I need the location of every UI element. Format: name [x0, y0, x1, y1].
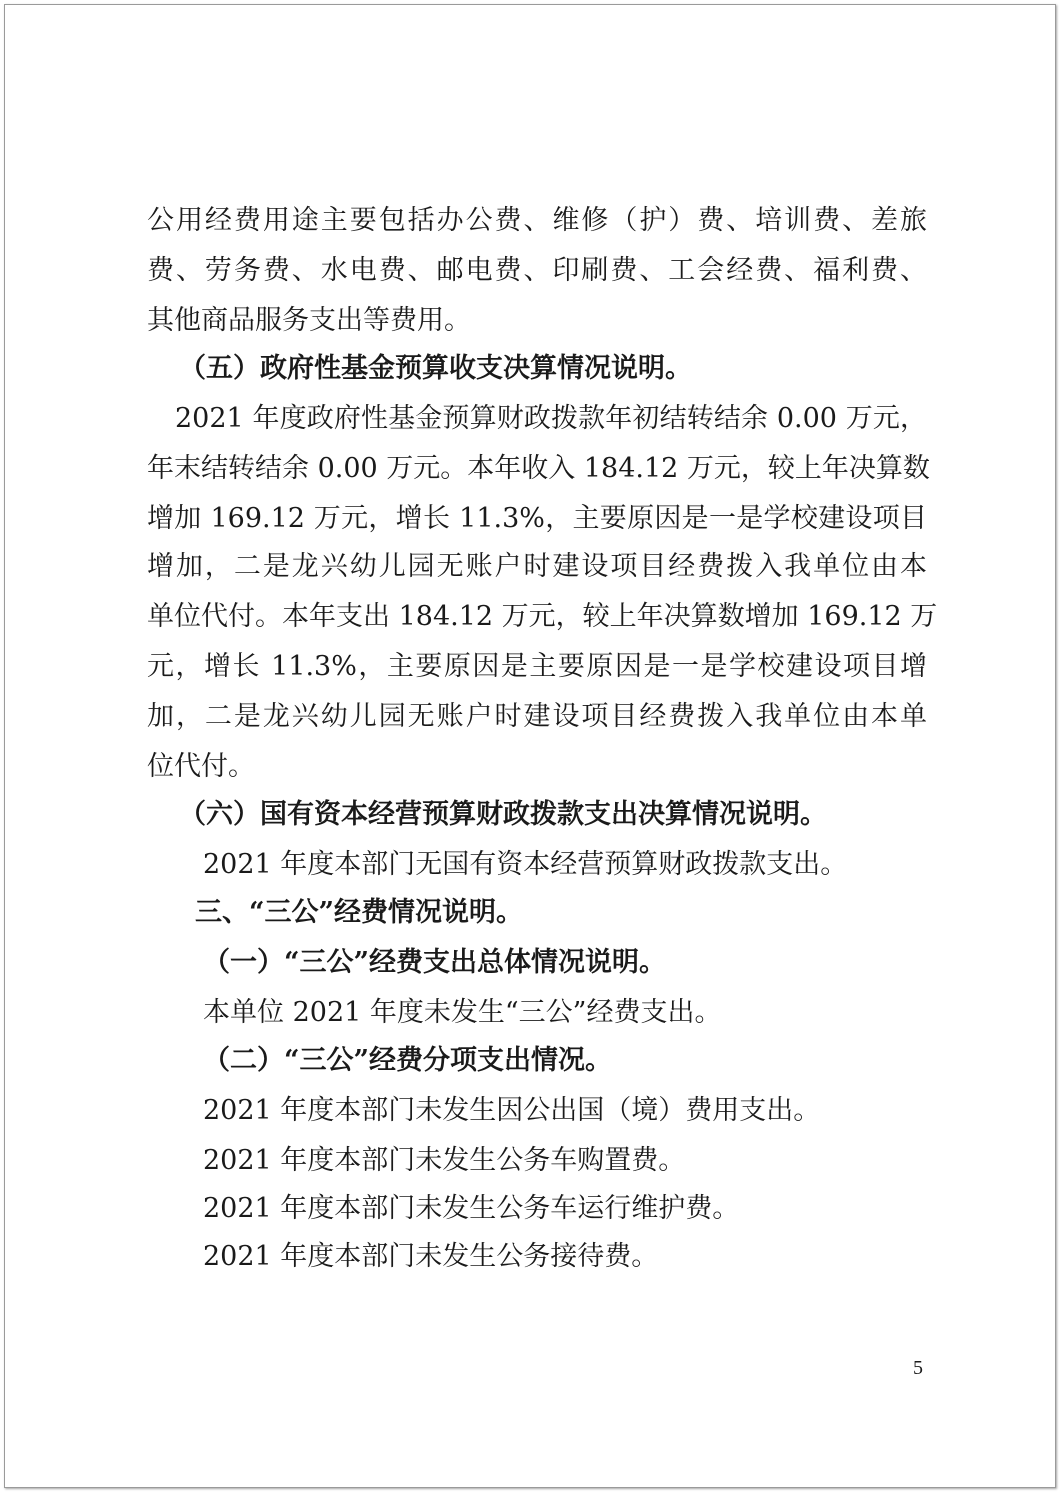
paragraph-line: 增加 169.12 万元，增长 11.3%，主要原因是一是学校建设项目 [147, 503, 927, 534]
paragraph-line: 位代付。 [147, 751, 255, 782]
paragraph-line: 其他商品服务支出等费用。 [147, 305, 471, 336]
section-heading-5: （五）政府性基金预算收支决算情况说明。 [179, 353, 692, 384]
paragraph-line: 2021 年度本部门未发生公务车购置费。 [203, 1145, 686, 1176]
paragraph-line: 年末结转结余 0.00 万元。本年收入 184.12 万元，较上年决算数 [147, 453, 930, 484]
section-heading-6: （六）国有资本经营预算财政拨款支出决算情况说明。 [179, 799, 827, 830]
paragraph-line: 加，二是龙兴幼儿园无账户时建设项目经费拨入我单位由本单 [147, 701, 927, 732]
paragraph-line: 2021 年度本部门未发生因公出国（境）费用支出。 [203, 1095, 821, 1126]
page-number: 5 [913, 1357, 923, 1379]
document-page [4, 4, 1056, 1488]
paragraph-line: 元，增长 11.3%，主要原因是主要原因是一是学校建设项目增 [147, 651, 927, 682]
paragraph-line: 增加，二是龙兴幼儿园无账户时建设项目经费拨入我单位由本 [147, 551, 927, 582]
subsection-heading-2: （二）“三公”经费分项支出情况。 [203, 1045, 613, 1076]
paragraph-line: 2021 年度政府性基金预算财政拨款年初结转结余 0.00 万元， [175, 403, 927, 434]
paragraph-line: 公用经费用途主要包括办公费、维修（护）费、培训费、差旅 [147, 205, 927, 236]
paragraph-line: 2021 年度本部门无国有资本经营预算财政拨款支出。 [203, 849, 848, 880]
paragraph-line: 本单位 2021 年度未发生“三公”经费支出。 [203, 997, 722, 1028]
subsection-heading-1: （一）“三公”经费支出总体情况说明。 [203, 947, 667, 978]
paragraph-line: 费、劳务费、水电费、邮电费、印刷费、工会经费、福利费、 [147, 255, 927, 286]
paragraph-line: 2021 年度本部门未发生公务车运行维护费。 [203, 1193, 740, 1224]
section-heading-3: 三、“三公”经费情况说明。 [195, 897, 524, 928]
paragraph-line: 单位代付。本年支出 184.12 万元，较上年决算数增加 169.12 万 [147, 601, 938, 632]
paragraph-line: 2021 年度本部门未发生公务接待费。 [203, 1241, 659, 1272]
